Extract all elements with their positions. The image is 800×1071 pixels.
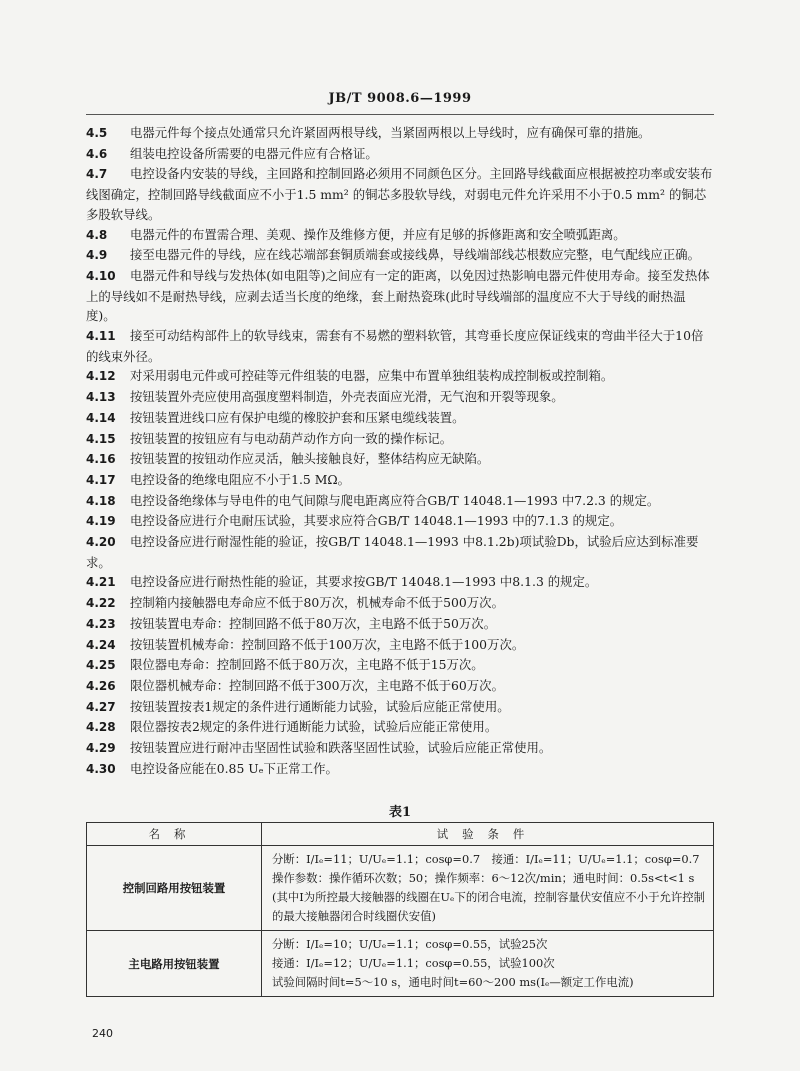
clause <box>86 532 714 572</box>
clause <box>86 759 714 780</box>
header-rule <box>86 114 714 115</box>
clause-text: 按钮装置电寿命：控制回路不低于80万次，主电路不低于50万次。 <box>130 615 497 631</box>
clause-text: 限位器按表2规定的条件进行通断能力试验，试验后应能正常使用。 <box>130 719 498 735</box>
clause <box>86 245 714 266</box>
clause-text: 电控设备应进行耐湿性能的验证，按GB/T 14048.1—1993 中8.1.2b)项试验Db，试验后应达到标准要求。 <box>86 534 699 570</box>
clause-text: 电器元件的布置需合理、美观、操作及维修方便，并应有足够的拆修距离和安全喷弧距离。 <box>130 226 626 242</box>
table-row-conditions <box>262 846 714 931</box>
clause-text: 按钮装置按表1规定的条件进行通断能力试验，试验后应能正常使用。 <box>130 698 510 714</box>
condition-line: 分断：I/Iₑ=10；U/Uₑ=1.1；cosφ=0.55，试验25次 <box>272 937 548 951</box>
clause-text: 按钮装置的按钮动作应灵活，触头接触良好，整体结构应无缺陷。 <box>130 451 490 467</box>
clause-number: 4.11 <box>86 329 116 344</box>
table-caption: 表1 <box>388 805 412 820</box>
clause <box>86 266 714 326</box>
clause-text: 按钮装置机械寿命：控制回路不低于100万次，主电路不低于100万次。 <box>130 636 525 652</box>
condition-line: 试验间隔时间t=5～10 s，通电时间t=60～200 ms(Iₑ—额定工作电流) <box>272 975 634 989</box>
clause-number: 4.10 <box>86 268 116 283</box>
clause <box>86 655 714 676</box>
page-header: JB/T 9008.6—1999 <box>328 91 472 106</box>
clause <box>86 593 714 614</box>
clause-text: 组装电控设备所需要的电器元件应有合格证。 <box>130 145 378 161</box>
clause-text: 接至电器元件的导线，应在线芯端部套铜质端套或接线鼻，导线端部线芯根数应完整，电气配线应正确。 <box>130 247 700 263</box>
clause <box>86 429 714 450</box>
clause-text: 电控设备的绝缘电阻应不小于1.5 MΩ。 <box>130 471 351 487</box>
clause-text: 电控设备应能在0.85 Uₑ下正常工作。 <box>130 760 338 776</box>
condition-line: 分断：I/Iₑ=11；U/Uₑ=1.1；cosφ=0.7 接通：I/Iₑ=11；U/Uₑ=1.1；cosφ=0.7 <box>272 852 700 866</box>
clause-number: 4.14 <box>86 410 116 425</box>
clause-text: 按钮装置进线口应有保护电缆的橡胶护套和压紧电缆线装置。 <box>130 409 465 425</box>
clause-text: 电控设备应进行介电耐压试验，其要求应符合GB/T 14048.1—1993 中的7.1.3 的规定。 <box>130 513 623 529</box>
clause-text: 对采用弱电元件或可控硅等元件组装的电器，应集中布置单独组装构成控制板或控制箱。 <box>130 368 614 384</box>
clause-number: 4.19 <box>86 514 116 529</box>
clause <box>86 511 714 532</box>
clause-number: 4.18 <box>86 493 116 508</box>
condition-line: 接通：I/Iₑ=12；U/Uₑ=1.1；cosφ=0.55，试验100次 <box>272 956 555 970</box>
clause <box>86 635 714 656</box>
clause-text: 按钮装置应进行耐冲击坚固性试验和跌落坚固性试验，试验后应能正常使用。 <box>130 740 552 756</box>
clause-text: 限位器电寿命：控制回路不低于80万次，主电路不低于15万次。 <box>130 657 484 673</box>
table-header-row <box>87 823 714 846</box>
clause <box>86 676 714 697</box>
clause <box>86 572 714 593</box>
clause-text: 按钮装置的按钮应有与电动葫芦动作方向一致的操作标记。 <box>130 430 453 446</box>
clause <box>86 738 714 759</box>
test-conditions-table <box>86 822 714 997</box>
table-row-conditions <box>262 931 714 997</box>
table-row-name: 主电路用按钮装置 <box>87 931 262 997</box>
clause-text: 控制箱内接触器电寿命应不低于80万次，机械寿命不低于500万次。 <box>130 595 504 611</box>
clause-text: 接至可动结构部件上的软导线束，需套有不易燃的塑料软管，其弯垂长度应保证线束的弯曲半径大于10倍的线束外径。 <box>86 328 704 364</box>
clause-number: 4.7 <box>86 167 108 182</box>
condition-line: (其中I为所控最大接触器的线圈在Uₑ下的闭合电流，控制容量伏安值应不小于允许控制的最大接触器闭合时线圈伏安值) <box>272 890 706 923</box>
page-number: 240 <box>92 1027 113 1040</box>
clause <box>86 164 714 224</box>
clause <box>86 470 714 491</box>
clause-text: 限位器机械寿命：控制回路不低于300万次，主电路不低于60万次。 <box>130 677 504 693</box>
clause-text: 电器元件和导线与发热体(如电阻等)之间应有一定的距离，以免因过热影响电器元件使用寿命。接至发热体上的导线如不是耐热导线，应剥去适当长度的绝缘，套上耐热瓷珠(此时导线端部的温度应不大于导线的耐热温度)。 <box>86 267 710 324</box>
clause-number: 4.30 <box>86 761 116 776</box>
clause <box>86 387 714 408</box>
clause-number: 4.27 <box>86 699 116 714</box>
clause-number: 4.8 <box>86 227 108 242</box>
clause-text: 按钮装置外壳应使用高强度塑料制造，外壳表面应光滑，无气泡和开裂等现象。 <box>130 389 564 405</box>
clause <box>86 144 714 165</box>
clause-number: 4.22 <box>86 596 116 611</box>
clause-number: 4.23 <box>86 616 116 631</box>
clause-number: 4.21 <box>86 575 116 590</box>
clause <box>86 697 714 718</box>
clause-list <box>86 123 714 780</box>
clause-text: 电控设备绝缘体与导电件的电气间隙与爬电距离应符合GB/T 14048.1—1993 中7.2.3 的规定。 <box>130 492 660 508</box>
clause-number: 4.20 <box>86 535 116 550</box>
clause <box>86 491 714 512</box>
clause-number: 4.15 <box>86 431 116 446</box>
clause-text: 电器元件每个接点处通常只允许紧固两根导线，当紧固两根以上导线时，应有确保可靠的措施。 <box>130 125 651 140</box>
clause-number: 4.6 <box>86 146 108 161</box>
clause-number: 4.9 <box>86 248 108 263</box>
table-header-name: 名称 <box>87 823 262 846</box>
clause <box>86 366 714 387</box>
clause-number: 4.17 <box>86 472 116 487</box>
clause <box>86 225 714 246</box>
table-row <box>87 931 714 997</box>
table-header-conditions: 试验条件 <box>262 823 714 846</box>
clause <box>86 123 714 144</box>
clause-number: 4.29 <box>86 741 116 756</box>
clause-number: 4.25 <box>86 658 116 673</box>
table-row <box>87 846 714 931</box>
clause-number: 4.13 <box>86 390 116 405</box>
clause <box>86 408 714 429</box>
clause <box>86 614 714 635</box>
table-row-name: 控制回路用按钮装置 <box>87 846 262 931</box>
clause <box>86 449 714 470</box>
clause-number: 4.28 <box>86 720 116 735</box>
clause-number: 4.5 <box>86 126 108 140</box>
clause-text: 电控设备内安装的导线，主回路和控制回路必须用不同颜色区分。主回路导线截面应根据被控功率或安装布线图确定，控制回路导线截面应不小于1.5 mm² 的铜芯多股软导线，对弱电元件允许采用不小于0.5 mm² 的铜芯多股软导线。 <box>86 166 713 222</box>
clause-text: 电控设备应进行耐热性能的验证，其要求按GB/T 14048.1—1993 中8.1.3 的规定。 <box>130 574 598 590</box>
clause-number: 4.16 <box>86 452 116 467</box>
clause <box>86 717 714 738</box>
clause-number: 4.24 <box>86 637 116 652</box>
condition-line: 操作参数：操作循环次数；50；操作频率：6～12次/min；通电时间：0.5s<t<1 s <box>272 871 695 885</box>
clause-number: 4.26 <box>86 678 116 693</box>
clause-number: 4.12 <box>86 369 116 384</box>
clause <box>86 326 714 366</box>
